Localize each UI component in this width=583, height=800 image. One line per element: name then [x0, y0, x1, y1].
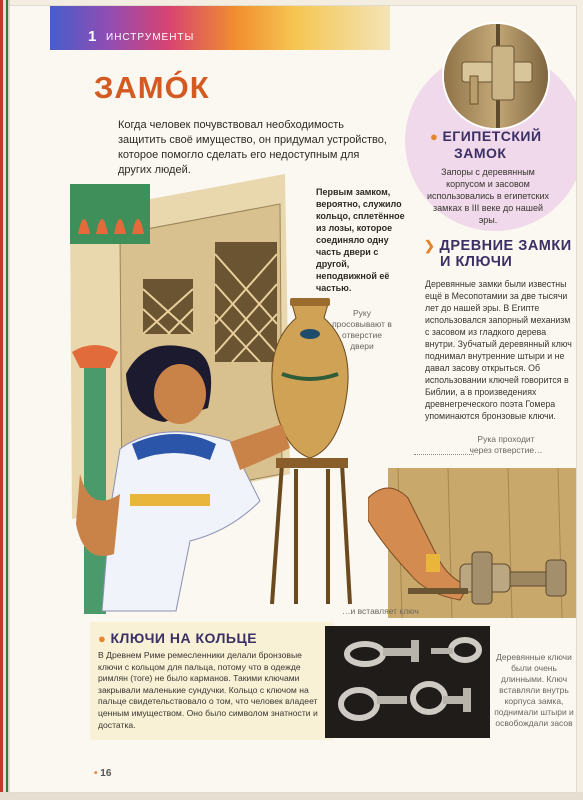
bullet-dot-icon: ●: [98, 631, 111, 646]
page-edge-left: [0, 0, 10, 800]
page-edge-bottom: [0, 792, 583, 800]
ancient-heading-line2: И КЛЮЧИ: [440, 254, 513, 270]
chevron-right-icon: ❯: [424, 238, 440, 253]
bronze-ring-keys-photo: [325, 626, 490, 738]
callout-leader-line: [414, 454, 474, 455]
page-number-value: 16: [100, 768, 112, 779]
hand-passes-callout: Рука проходит через отверстие…: [469, 434, 543, 455]
page-bullet-icon: •: [94, 768, 101, 779]
egyptian-lock-heading: [430, 128, 542, 161]
egyptian-lock-photo: [442, 22, 550, 130]
bullet-dot-icon: ●: [430, 129, 443, 144]
chapter-title: ИНСТРУМЕНТЫ: [106, 32, 195, 43]
first-lock-callout: Первым замком, вероятно, служило кольцо, сплетённое из лозы, которое соединяло одну часть двери с другой, неподвижной её частью.: [316, 187, 405, 293]
egyptian-heading-line2: ЗАМОК: [454, 145, 507, 161]
chapter-number: 1: [88, 28, 97, 45]
wooden-keys-callout: Деревянные ключи были очень длинными. Ключ вставляли внутрь корпуса замка, поднимали штыри и освобождали засов: [494, 652, 574, 728]
ring-keys-text: В Древнем Риме ремесленники делали бронзовые ключи с кольцом для пальца, потому что в одежде римлян (тоге) не было карманов. Такими ключами закрывали маленькие сундучки. Кольцо с ключом на пальце свидетельствовало о том, что человек владеет ценным имуществом. Оно было символом знатности и достатка.: [98, 650, 318, 730]
egyptian-heading-line1: ЕГИПЕТСКИЙ: [442, 128, 542, 144]
ancient-heading-line1: ДРЕВНИЕ ЗАМКИ: [439, 238, 572, 254]
ring-keys-heading: [98, 630, 257, 647]
lock-with-arm-illustration: [368, 468, 576, 618]
inserts-key-callout: …и вставляет ключ: [342, 606, 419, 616]
egyptian-lock-text: Запоры с деревянным корпусом и засовом использовались в египетских замках в III веке до нашей эры.: [427, 167, 549, 225]
hand-in-door-callout: Руку просовывают в отверстие двери: [332, 308, 392, 351]
page-title: ЗАМÓК: [94, 70, 210, 105]
ring-keys-heading-text: КЛЮЧИ НА КОЛЬЦЕ: [110, 630, 258, 646]
ancient-locks-text: Деревянные замки были известны ещё в Месопотамии за две тысячи лет до нашей эры. В Египте использовался запорный механизм с засовом из гладкого дерева внутри. Зубчатый деревянный ключ поднимал внутренние штыри и не давал засову открыться. Об использовании ключей говорится в Библии, а в произведениях древнегреческого поэта Гомера упоминаются бронзовые ключи.: [425, 279, 572, 421]
page-number: [94, 768, 111, 779]
chapter-banner: [50, 6, 390, 50]
book-page: [10, 6, 576, 792]
ancient-locks-heading: [424, 238, 572, 270]
intro-paragraph: Когда человек почувствовал необходимость защитить своё имущество, он придумал устройство, которое помогло сделать его недоступным для других людей.: [118, 119, 387, 176]
